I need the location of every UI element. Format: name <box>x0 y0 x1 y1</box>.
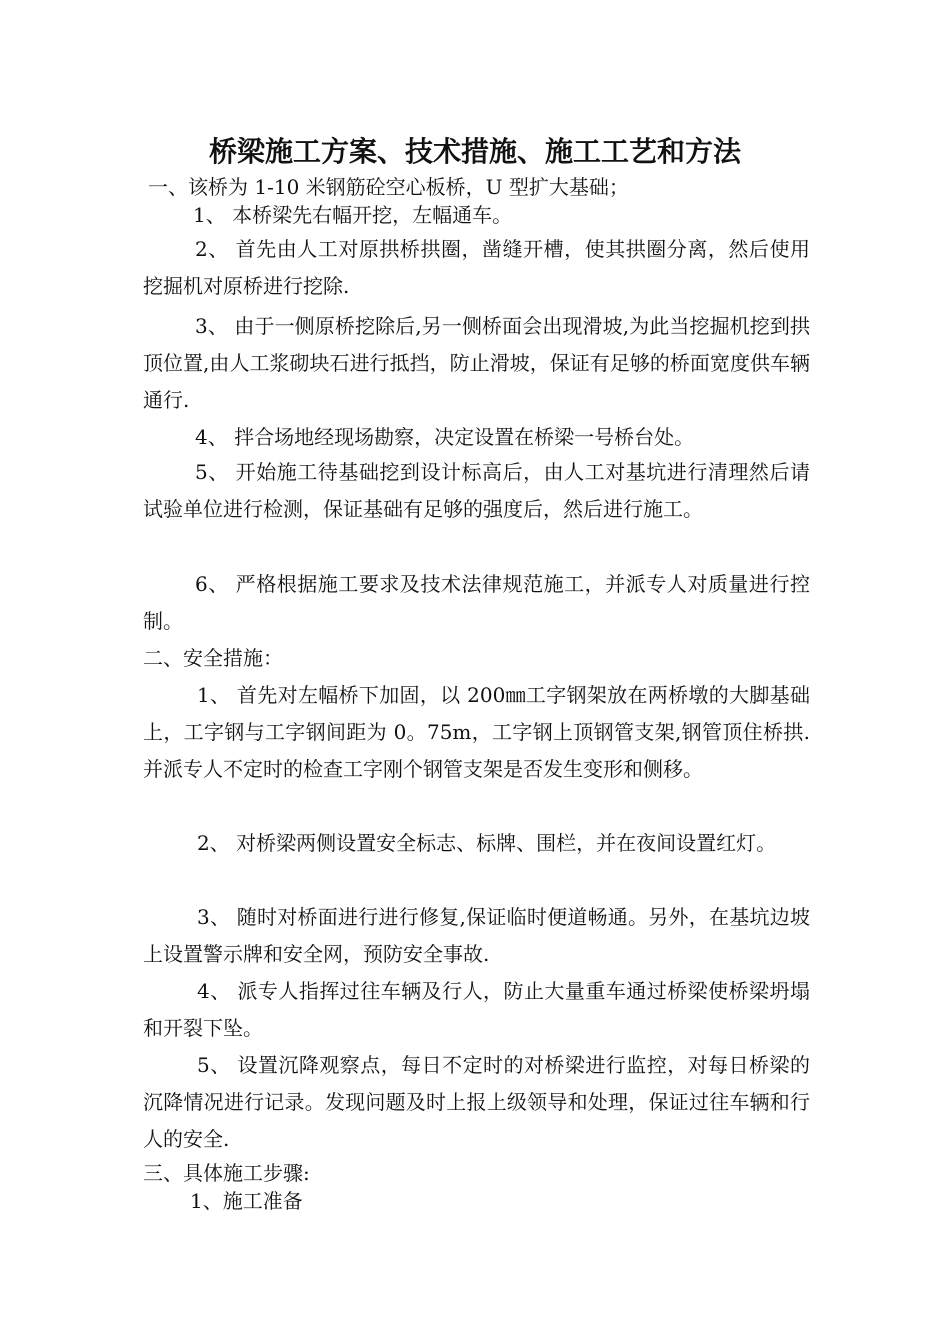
section-1-item-1: 1、 本桥梁先右幅开挖，左幅通车。 <box>193 203 513 227</box>
section-1-heading: 一、该桥为 1-10 米钢筋砼空心板桥，U 型扩大基础； <box>148 175 629 199</box>
section-2-item-5: 5、 设置沉降观察点，每日不定时的对桥梁进行监控，对每日桥梁的沉降情况进行记录。发现问题及时上报上级领导和处理，保证过往车辆和行人的安全. <box>143 1053 810 1151</box>
section-2-item-2: 2、 对桥梁两侧设置安全标志、标牌、围栏，并在夜间设置红灯。 <box>197 831 777 855</box>
section-2-item-1: 1、 首先对左幅桥下加固，以 200㎜工字钢架放在两桥墩的大脚基础上，工字钢与工字钢间距为 0。75m，工字钢上顶钢管支架,钢管顶住桥拱.并派专人不定时的检查工字刚个钢管支架是否发生变形和侧移。 <box>143 683 810 781</box>
section-2-heading: 二、安全措施： <box>143 646 283 670</box>
section-2-item-4: 4、 派专人指挥过往车辆及行人，防止大量重车通过桥梁使桥梁坍塌和开裂下坠。 <box>143 979 810 1040</box>
section-1-item-5: 5、 开始施工待基础挖到设计标高后，由人工对基坑进行清理然后请试验单位进行检测，保证基础有足够的强度后，然后进行施工。 <box>143 460 810 521</box>
section-3-item-1: 1、施工准备 <box>190 1189 303 1213</box>
section-1-item-4: 4、 拌合场地经现场勘察，决定设置在桥梁一号桥台处。 <box>195 425 695 449</box>
section-3-heading: 三、具体施工步骤: <box>143 1161 310 1185</box>
section-1-item-3: 3、 由于一侧原桥挖除后,另一侧桥面会出现滑坡,为此当挖掘机挖到拱顶位置,由人工浆砌块石进行抵挡，防止滑坡，保证有足够的桥面宽度供车辆通行. <box>143 314 810 412</box>
section-2-item-3: 3、 随时对桥面进行进行修复,保证临时便道畅通。另外，在基坑边坡上设置警示牌和安全网，预防安全事故. <box>143 905 810 966</box>
section-1-item-2: 2、 首先由人工对原拱桥拱圈，凿缝开槽，使其拱圈分离，然后使用挖掘机对原桥进行挖除. <box>143 237 810 298</box>
section-1-item-6: 6、 严格根据施工要求及技术法律规范施工，并派专人对质量进行控制。 <box>143 572 810 633</box>
document-title: 桥梁施工方案、技术措施、施工工艺和方法 <box>208 135 741 168</box>
